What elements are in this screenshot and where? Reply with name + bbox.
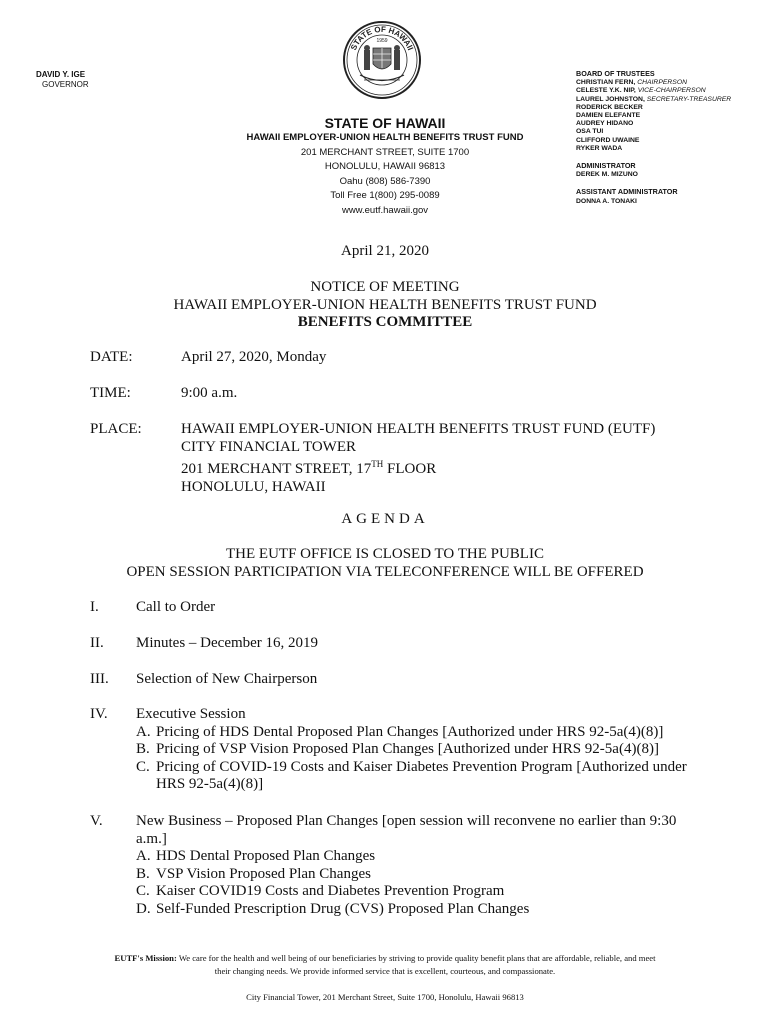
- governor-block: [36, 70, 89, 90]
- agenda-title: AGENDA: [341, 511, 429, 527]
- administrator-name: DEREK M. MIZUNO: [576, 171, 638, 179]
- svg-text:1959: 1959: [376, 38, 388, 44]
- date-label: DATE:: [90, 349, 133, 365]
- administrator-heading: ADMINISTRATOR: [576, 161, 636, 171]
- assistant-heading: ASSISTANT ADMINISTRATOR: [576, 187, 678, 197]
- notice-line-2: HAWAII EMPLOYER-UNION HEALTH BENEFITS TRUST FUND: [173, 296, 597, 313]
- board-member: DAMIEN ELEFANTE: [576, 112, 641, 120]
- notice-line-1: NOTICE OF MEETING: [310, 279, 460, 295]
- address-line-1: 201 MERCHANT STREET, SUITE 1700: [300, 146, 470, 158]
- sub-item: A. Pricing of HDS Dental Proposed Plan Changes [Authorized under HRS 92-5a(4)(8)]: [136, 723, 664, 740]
- governor-title: GOVERNOR: [42, 80, 89, 89]
- board-member: CLIFFORD UWAINE: [576, 136, 640, 144]
- board-member: CELESTE Y.K. NIP, VICE-CHAIRPERSON: [576, 87, 706, 95]
- sub-item: A. HDS Dental Proposed Plan Changes: [136, 848, 376, 864]
- state-seal-icon: [342, 20, 422, 100]
- address-line-2: HONOLULU, HAWAII 96813: [324, 161, 446, 172]
- board-of-trustees: [576, 70, 766, 206]
- sub-item: B. VSP Vision Proposed Plan Changes: [136, 865, 371, 882]
- svg-text:STATE OF HAWAII: STATE OF HAWAII: [349, 24, 415, 52]
- date-value: April 27, 2020, Monday: [181, 349, 327, 365]
- board-heading: BOARD OF TRUSTEES: [576, 69, 655, 78]
- footer-address: City Financial Tower, 201 Merchant Street, Suite 1700, Honolulu, Hawaii 96813: [246, 992, 524, 1002]
- sub-item: D. Self-Funded Prescription Drug (CVS) Proposed Plan Changes: [136, 900, 530, 917]
- board-member: RODERICK BECKER: [576, 103, 643, 111]
- letterhead: [200, 115, 570, 218]
- mission-text: We care for the health and well being of our beneficiaries by striving to provide quality benefit plans that are affordable, reliable, and meet their changing needs. We provide informed service that is excellent, courteous, and compassionate.: [176, 953, 656, 976]
- board-member: LAUREL JOHNSTON, SECRETARY-TREASURER: [576, 95, 732, 103]
- place-label: PLACE:: [90, 421, 142, 437]
- board-member: OSA TUI: [576, 128, 604, 136]
- toll-free: Toll Free 1(800) 295-0089: [330, 190, 440, 201]
- time-value: 9:00 a.m.: [181, 385, 238, 401]
- committee-name: BENEFITS COMMITTEE: [297, 314, 473, 330]
- time-label: TIME:: [90, 385, 131, 401]
- board-member: CHRISTIAN FERN, CHAIRPERSON: [576, 79, 688, 87]
- mission-statement: [110, 952, 660, 978]
- governor-name: DAVID Y. IGE: [36, 70, 86, 79]
- notice-heading: [0, 279, 770, 332]
- board-member: AUDREY HIDANO: [576, 120, 634, 128]
- phone: Oahu (808) 586-7390: [339, 175, 431, 187]
- place-value: HAWAII EMPLOYER-UNION HEALTH BENEFITS TRUST FUND (EUTF) CITY FINANCIAL TOWER 201 MERCHANT STREET, 17TH FLOOR HONOLULU, HAWAII: [181, 421, 656, 495]
- sub-item: B. Pricing of VSP Vision Proposed Plan Changes [Authorized under HRS 92-5a(4)(8)]: [136, 741, 659, 757]
- sub-item: C. Pricing of COVID-19 Costs and Kaiser Diabetes Prevention Program [Authorized under HRS 92-5a(4)(8)]: [136, 758, 687, 792]
- website: www.eutf.hawaii.gov: [341, 204, 429, 216]
- state-name: STATE OF HAWAII: [324, 115, 446, 131]
- closed-notice: THE EUTF OFFICE IS CLOSED TO THE PUBLIC OPEN SESSION PARTICIPATION VIA TELECONFERENCE WILL BE OFFERED: [126, 546, 644, 580]
- letter-date: April 21, 2020: [341, 243, 429, 259]
- fund-name: HAWAII EMPLOYER-UNION HEALTH BENEFITS TRUST FUND: [246, 132, 524, 143]
- assistant-name: DONNA A. TONAKI: [576, 197, 637, 205]
- sub-item: C. Kaiser COVID19 Costs and Diabetes Prevention Program: [136, 883, 505, 899]
- mission-label: EUTF's Mission:: [114, 953, 177, 963]
- board-member: RYKER WADA: [576, 144, 623, 152]
